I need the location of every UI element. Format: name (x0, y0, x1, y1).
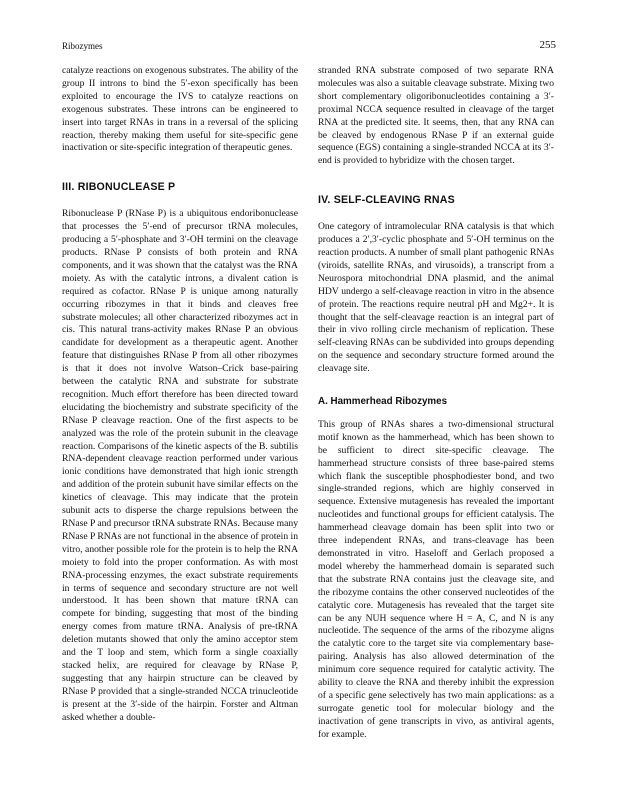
running-header (62, 40, 556, 54)
hammerhead-paragraph: This group of RNAs shares a two-dimensional structural motif known as the hammerhead, which has been shown to be sufficient to direct site-specific cleavage. The hammerhead structure consists of three base-paired stems which flank the susceptible phosphodiester bond, and two single-stranded regions, which are highly conserved in sequence. Extensive mutagenesis has revealed the important nucleotides and functional groups for efficient catalysis. The hammerhead cleavage domain has been split into two or three independent RNAs, and trans-cleavage has been demonstrated in vitro. Haseloff and Gerlach proposed a model whereby the hammerhead domain is separated such that the substrate RNA contains just the cleavage site, and the ribozyme contains the other conserved nucleotides of the catalytic core. Mutagenesis has revealed that the target site can be any NUH sequence where H = A, C, and N is any nucleotide. The sequence of the arms of the ribozyme aligns the catalytic core to the target site via complementary base-pairing. Analysis has also allowed determination of the minimum core sequence required for catalytic activity. The ability to cleave the RNA and thereby inhibit the expression of a specific gene selectively has two main applications: as a surrogate genetic tool for molecular biology and the inactivation of gene transcripts in vivo, as antiviral agents, for example. (318, 418, 554, 740)
left-column (62, 65, 298, 725)
ribonuclease-p-paragraph: Ribonuclease P (RNase P) is a ubiquitous endoribonuclease that processes the 5′-end of precursor tRNA molecules, producing a 5′-phosphate and 3′-OH termini on the cleavage products. RNase P consists of both protein and RNA components, and it was shown that the catalyst was the RNA moiety. As with the catalytic introns, a divalent cation is required as cofactor. RNase P is unique among naturally occurring ribozymes in that it binds and cleaves free substrate molecules; all other characterized ribozymes act in cis. This natural trans-activity makes RNase P an obvious candidate for development as a therapeutic agent. Another feature that distinguishes RNase P from all other ribozymes is that it does not involve Watson–Crick base-pairing between the catalytic RNA and substrate for substrate recognition. Much effort therefore has been directed toward elucidating the biochemistry and substrate specificity of the RNase P cleavage reaction. One of the first aspects to be analyzed was the role of the protein subunit in the cleavage reaction. Comparisons of the kinetic aspects of the B. subtilis RNA-dependent cleavage reaction performed under various ionic conditions have demonstrated that high ionic strength and addition of the protein subunit have similar effects on the kinetics of cleavage. This may indicate that the protein subunit acts to disperse the charge repulsions between the RNase P and precursor tRNA substrate RNAs. Because many RNase P RNAs are not functional in the absence of protein in vitro, another possible role for the protein is to help the RNA moiety to fold into the proper conformation. As with most RNA-processing enzymes, the exact substrate requirements in terms of sequence and secondary structure are not well understood. It has been shown that mature tRNA can compete for binding, suggesting that most of the binding energy comes from mature tRNA. Analysis of pre-tRNA deletion mutants showed that only the amino acceptor stem and the T loop and stem, which form a single coaxially stacked helix, are required for cleavage by RNase P, suggesting that any hairpin structure can be cleaved by RNase P provided that a single-stranded NCCA trinucleotide is present at the 3′-side of the hairpin. Forster and Altman asked whether a double- (62, 208, 298, 723)
intro-paragraph: catalyze reactions on exogenous substrates. The ability of the group II introns to bind the 5′-exon specifically has been exploited to encourage the IVS to catalyze reactions on exogenous substrates. These introns can be engineered to insert into target RNAs in trans in a reversal of the splicing reaction, thereby making them useful for site-specific gene inactivation or site-specific integration of therapeutic genes. (62, 65, 298, 154)
right-column (318, 65, 554, 742)
self-cleaving-paragraph: One category of intramolecular RNA catalysis is that which produces a 2′,3′-cyclic phosphate and 5′-OH terminus on the reaction products. A number of small plant pathogenic RNAs (viroids, satellite RNAs, and virusoids), a transcript from a Neurospora mitochondrial DNA plasmid, and the animal HDV undergo a self-cleavage reaction in vitro in the absence of protein. The reactions require neutral pH and Mg2+. It is thought that the self-cleavage reaction is an integral part of their in vivo rolling circle mechanism of replication. These self-cleaving RNAs can be subdivided into groups depending on the sequence and secondary structure formed around the cleavage site. (318, 221, 554, 375)
continued-paragraph: stranded RNA substrate composed of two separate RNA molecules was also a suitable cleavage substrate. Mixing two short complementary oligoribonucleotides containing a 3′-proximal NCCA sequence resulted in cleavage of the target RNA at the predicted site. It seems, then, that any RNA can be cleaved by endogenous RNase P if an external guide sequence (EGS) containing a single-stranded NCCA at its 3′-end is provided to hybridize with the chosen target. (318, 65, 554, 167)
page-number: 255 (539, 39, 556, 51)
section-heading-ribonuclease-p: III. RIBONUCLEASE P (62, 181, 176, 194)
running-title: Ribozymes (62, 41, 103, 51)
section-heading-self-cleaving-rnas: IV. SELF-CLEAVING RNAS (318, 194, 455, 207)
subsection-heading-hammerhead: A. Hammerhead Ribozymes (318, 396, 448, 408)
